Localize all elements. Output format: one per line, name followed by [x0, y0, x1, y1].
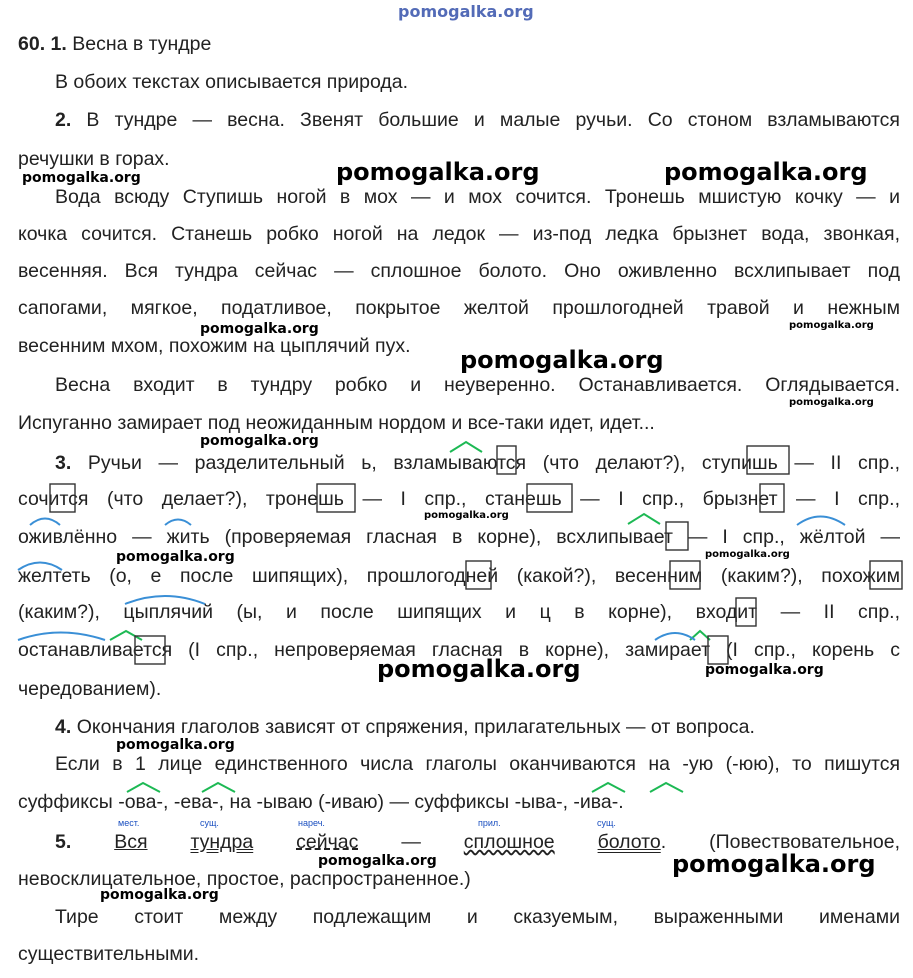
- watermark: pomogalka.org: [664, 158, 868, 186]
- p2-number: 2.: [55, 109, 72, 131]
- p3-line-6: останавливается (I спр., непроверяемая гласная в корне), замирает (I спр., корень с: [18, 639, 900, 661]
- watermark: pomogalka.org: [318, 853, 437, 869]
- tag-sushch-1: сущ.: [200, 818, 219, 828]
- p5-line-2: невосклицательное, простое, распространенное.): [18, 868, 471, 890]
- p2-line-8: Весна входит в тундру робко и неуверенно. Останавливается. Оглядывается.: [55, 374, 900, 396]
- p5-line-4: существительными.: [18, 943, 200, 965]
- watermark: pomogalka.org: [116, 737, 235, 753]
- watermark: pomogalka.org: [100, 887, 219, 903]
- paragraph-1: В обоих текстах описывается природа.: [55, 71, 409, 93]
- word-dash: —: [401, 831, 421, 853]
- p2-line-7: весенним мхом, похожим на цыплячий пух.: [18, 335, 411, 357]
- watermark: pomogalka.org: [377, 655, 581, 683]
- p2-line-9: Испуганно замирает под неожиданным нордом и все-таки идет, идет...: [18, 412, 655, 434]
- suffix-mark-8: [650, 783, 683, 792]
- p2-line-3: Вода всюду Ступишь ногой в мох — и мох сочится. Тронешь мшистую кочку — и: [55, 186, 900, 208]
- p3-line-1: [55, 451, 900, 475]
- word-boloto: болото: [597, 831, 661, 853]
- item-number: 1.: [50, 33, 67, 55]
- word-sploshnoe: сплошное: [463, 831, 555, 853]
- word-tundra: тундра: [190, 831, 254, 853]
- watermark: pomogalka.org: [789, 397, 874, 408]
- p3-line-7: чередованием).: [18, 678, 162, 700]
- p3-line-3: оживлённо — жить (проверяемая гласная в корне), всхлипывает — I спр., жёлтой —: [18, 526, 900, 548]
- watermark: pomogalka.org: [424, 510, 509, 521]
- watermark: pomogalka.org: [116, 549, 235, 565]
- p2-line-5: весенняя. Вся тундра сейчас — сплошное болото. Оно оживленно всхлипывает под: [18, 260, 900, 282]
- watermark: pomogalka.org: [672, 850, 876, 878]
- exercise-number: 60.: [18, 33, 46, 55]
- p4-line-2: Если в 1 лице единственного числа глаголы оканчиваются на -ую (-юю), то пишутся: [55, 753, 900, 775]
- p3-number: 3.: [55, 452, 72, 474]
- watermark: pomogalka.org: [22, 170, 141, 186]
- p4-text-1: Окончания глаголов зависят от спряжения, прилагательных — от вопроса.: [76, 716, 755, 738]
- p2-line-2: речушки в горах.: [18, 148, 170, 170]
- tag-narech: нареч.: [298, 818, 325, 828]
- tag-mest: мест.: [118, 818, 140, 828]
- p2-text-1: В тундре — весна. Звенят большие и малые ручьи. Со стоном взламываются: [86, 109, 900, 131]
- p5-rest: (Повествовательное,: [709, 831, 900, 853]
- p5-line-3: Тире стоит между подлежащим и сказуемым, выраженными именами: [55, 906, 900, 928]
- p4-line-1: [55, 715, 755, 739]
- word-period: .: [660, 831, 667, 853]
- p3-text-1: Ручьи — разделительный ь, взламываются (что делают?), ступишь — II спр.,: [87, 452, 901, 474]
- watermark: pomogalka.org: [705, 549, 790, 560]
- root-arc-3: [797, 517, 845, 526]
- p2-line-1: [55, 108, 900, 132]
- watermark: pomogalka.org: [460, 346, 664, 374]
- watermark: pomogalka.org: [200, 433, 319, 449]
- word-seychas: сейчас: [296, 831, 359, 853]
- p3-line-2: сочится (что делает?), тронешь — I спр., станешь — I спр., брызнет — I спр.,: [18, 488, 900, 510]
- p2-line-6: сапогами, мягкое, податливое, покрытое желтой прошлогодней травой и нежным: [18, 297, 900, 319]
- p3-line-4: желтеть (о, е после шипящих), прошлогодней (какой?), весенним (каким?), похожим: [18, 565, 900, 587]
- word-vsya: Вся: [114, 831, 148, 853]
- p3-line-5: (каким?), цыплячий (ы, и после шипящих и ц в корне), входит — II спр.,: [18, 601, 900, 623]
- tag-sushch-2: сущ.: [597, 818, 616, 828]
- suffix-mark-2: [628, 514, 660, 524]
- watermark-top: pomogalka.org: [398, 2, 534, 21]
- p4-number: 4.: [55, 716, 72, 738]
- exercise-heading: [18, 32, 211, 56]
- watermark: pomogalka.org: [200, 321, 319, 337]
- p2-line-4: кочка сочится. Станешь робко ногой на ледок — из-под ледка брызнет вода, звонкая,: [18, 223, 900, 245]
- watermark: pomogalka.org: [705, 662, 824, 678]
- p4-line-3: суффиксы -ова-, -ева-, на -ываю (-иваю) — суффиксы -ыва-, -ива-.: [18, 791, 624, 813]
- heading-title: Весна в тундре: [72, 33, 212, 55]
- watermark: pomogalka.org: [789, 320, 874, 331]
- watermark: pomogalka.org: [336, 158, 540, 186]
- p5-number: 5.: [55, 831, 72, 853]
- tag-pril: прил.: [478, 818, 501, 828]
